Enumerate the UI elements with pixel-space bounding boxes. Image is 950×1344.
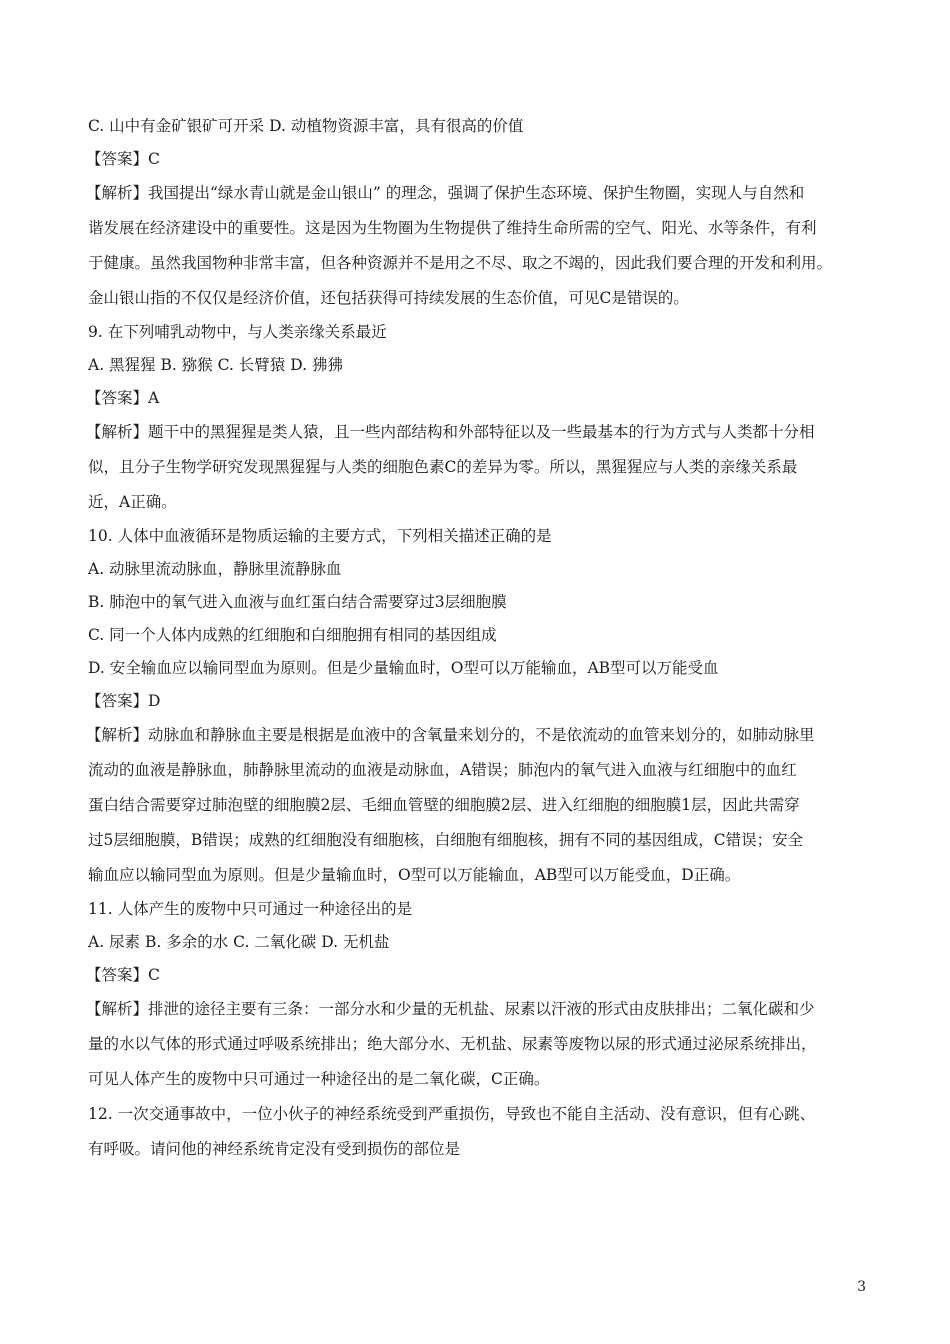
text-line: 【解析】题干中的黑猩猩是类人猿，且一些内部结构和外部特征以及一些最基本的行为方式与人类都十分相 bbox=[86, 423, 815, 441]
page-content bbox=[88, 110, 868, 1167]
text-line: 9. 在下列哺乳动物中，与人类亲缘关系最近 bbox=[88, 323, 387, 341]
text-line: 蛋白结合需要穿过肺泡壁的细胞膜2层、毛细血管壁的细胞膜2层、进入红细胞的细胞膜1层，因此共需穿 bbox=[88, 796, 800, 814]
text-line: 【解析】动脉血和静脉血主要是根据是血液中的含氧量来划分的，不是依流动的血管来划分的，如肺动脉里 bbox=[86, 726, 815, 744]
text-line: A. 尿素 B. 多余的水 C. 二氧化碳 D. 无机盐 bbox=[88, 933, 390, 951]
text-line: 过5层细胞膜，B错误；成熟的红细胞没有细胞核，白细胞有细胞核，拥有不同的基因组成，C错误；安全 bbox=[88, 831, 804, 849]
text-line: B. 肺泡中的氧气进入血液与血红蛋白结合需要穿过3层细胞膜 bbox=[88, 593, 507, 611]
text-line: 12. 一次交通事故中，一位小伙子的神经系统受到严重损伤，导致也不能自主活动、没有意识，但有心跳、 bbox=[88, 1105, 816, 1123]
text-line: 【答案】A bbox=[86, 389, 160, 407]
text-line: 流动的血液是静脉血，肺静脉里流动的血液是动脉血，A错误；肺泡内的氧气进入血液与红细胞中的血红 bbox=[88, 761, 797, 779]
text-line: 近，A正确。 bbox=[88, 493, 177, 511]
text-line: 【解析】排泄的途径主要有三条：一部分水和少量的无机盐、尿素以汗液的形式由皮肤排出；二氧化碳和少 bbox=[86, 1000, 815, 1018]
text-line: 于健康。虽然我国物种非常丰富，但各种资源并不是用之不尽、取之不竭的，因此我们要合理的开发和利用。 bbox=[88, 254, 833, 272]
text-line: 似，且分子生物学研究发现黑猩猩与人类的细胞色素C的差异为零。所以，黑猩猩应与人类的亲缘关系最 bbox=[88, 458, 798, 476]
text-line: 输血应以输同型血为原则。但是少量输血时，O型可以万能输血，AB型可以万能受血，D正确。 bbox=[88, 866, 741, 884]
text-line: 11. 人体产生的废物中只可通过一种途径出的是 bbox=[88, 900, 413, 918]
text-line: C. 山中有金矿银矿可开采 D. 动植物资源丰富，具有很高的价值 bbox=[88, 117, 524, 135]
text-line: 有呼吸。请问他的神经系统肯定没有受到损伤的部位是 bbox=[88, 1140, 461, 1158]
text-line: C. 同一个人体内成熟的红细胞和白细胞拥有相同的基因组成 bbox=[88, 626, 497, 644]
text-line: 可见人体产生的废物中只可通过一种途径出的是二氧化碳，C正确。 bbox=[88, 1070, 550, 1088]
text-line: 10. 人体中血液循环是物质运输的主要方式，下列相关描述正确的是 bbox=[88, 527, 552, 545]
text-line: 【答案】C bbox=[86, 150, 160, 168]
text-line: 量的水以气体的形式通过呼吸系统排出；绝大部分水、无机盐、尿素等废物以尿的形式通过泌尿系统排出， bbox=[88, 1035, 817, 1053]
text-line: D. 安全输血应以输同型血为原则。但是少量输血时，O型可以万能输血，AB型可以万能受血 bbox=[88, 659, 719, 677]
text-line: 谐发展在经济建设中的重要性。这是因为生物圈为生物提供了维持生命所需的空气、阳光、水等条件，有利 bbox=[88, 219, 817, 237]
text-line: A. 动脉里流动脉血，静脉里流静脉血 bbox=[88, 560, 342, 578]
text-line: A. 黑猩猩 B. 猕猴 C. 长臂猿 D. 狒狒 bbox=[88, 356, 343, 374]
text-line: 【答案】D bbox=[86, 692, 161, 710]
text-line: 【答案】C bbox=[86, 966, 160, 984]
page-number: 3 bbox=[857, 1279, 866, 1295]
text-line: 金山银山指的不仅仅是经济价值，还包括获得可持续发展的生态价值，可见C是错误的。 bbox=[88, 289, 689, 307]
text-line: 【解析】我国提出“绿水青山就是金山银山” 的理念，强调了保护生态环境、保护生物圈，实现人与自然和 bbox=[86, 184, 805, 202]
